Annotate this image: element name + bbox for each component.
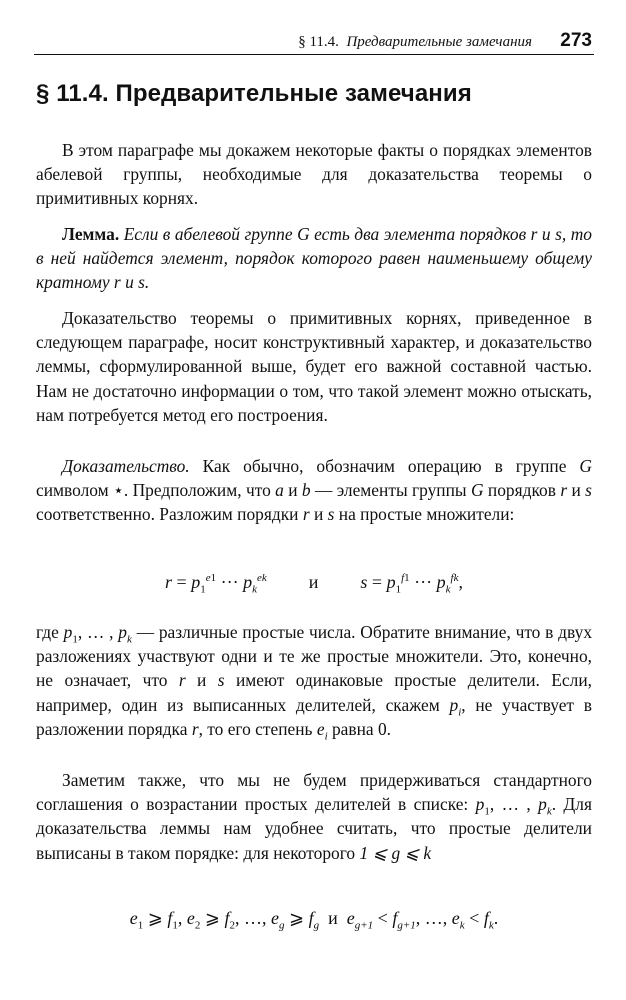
- intro-paragraph: В этом параграфе мы докажем некоторые факты о порядках элементов абелевой группы, необходимые для доказательства теоремы о примитивных корнях.: [36, 140, 592, 209]
- ordering-paragraph: Заметим также, что мы не будем придерживаться стандартного соглашения о возрастании простых делителей в списке: $p_1$, … , $p_k$. Для доказательства леммы нам удобнее считать, что простые делители выписаны в таком порядке: для некоторого 1 ⩽ g ⩽ k: [36, 770, 592, 863]
- lemma-label: Лемма.: [62, 224, 120, 244]
- running-header: [34, 30, 594, 55]
- factorization-formula: $r = p_1^{e1}$ ··· $p_k^{ek}$ и $s = p_1^{f1}$ ··· $p_k^{fk}$,: [165, 572, 463, 596]
- running-title: § 11.4. Предварительные замечания: [298, 34, 532, 50]
- proof-label: Доказательство.: [62, 456, 190, 476]
- lemma-paragraph: [36, 222, 592, 295]
- prime-divisors-paragraph: где $p_1$, … , $p_k$ — различные простые числа. Обратите внимание, что в двух разложениях участвуют одни и те же простые множители. Это, конечно, не означает, что r и s имеют одинаковые простые делители. Если, например, один из выписанных делителей, скажем $p_i$, не участвует в разложении порядка r, то его степень $e_i$ равна 0.: [36, 622, 593, 743]
- proof-paragraph: Доказательство. Как обычно, обозначим операцию в группе G символом ⋆. Предположим, что a и b — элементы группы G порядков r и s соответственно. Разложим порядки r и s на простые множители:: [36, 456, 592, 525]
- section-title: § 11.4. Предварительные замечания: [36, 80, 472, 107]
- page-number: 273: [560, 30, 592, 51]
- inequality-formula: $e_1$ ⩾ $f_1$, $e_2$ ⩾ $f_2$, …, $e_g$ ⩾ $f_g$ и $e_{g+1} < f_{g+1}$, …, $e_k < f_k$.: [129, 908, 499, 932]
- construction-paragraph: Доказательство теоремы о примитивных корнях, приведенное в следующем параграфе, носит конструктивный характер, и доказательство леммы, сформулированной выше, будет его важной составной частью. Нам не достаточно информации о том, что такой элемент можно отыскать, нам потребуется метод его построения.: [36, 308, 592, 425]
- lemma-statement: Если в абелевой группе G есть два элемента порядков r и s, то в ней найдется элемент, порядок которого равен наименьшему общему кратному r и s.: [36, 224, 592, 293]
